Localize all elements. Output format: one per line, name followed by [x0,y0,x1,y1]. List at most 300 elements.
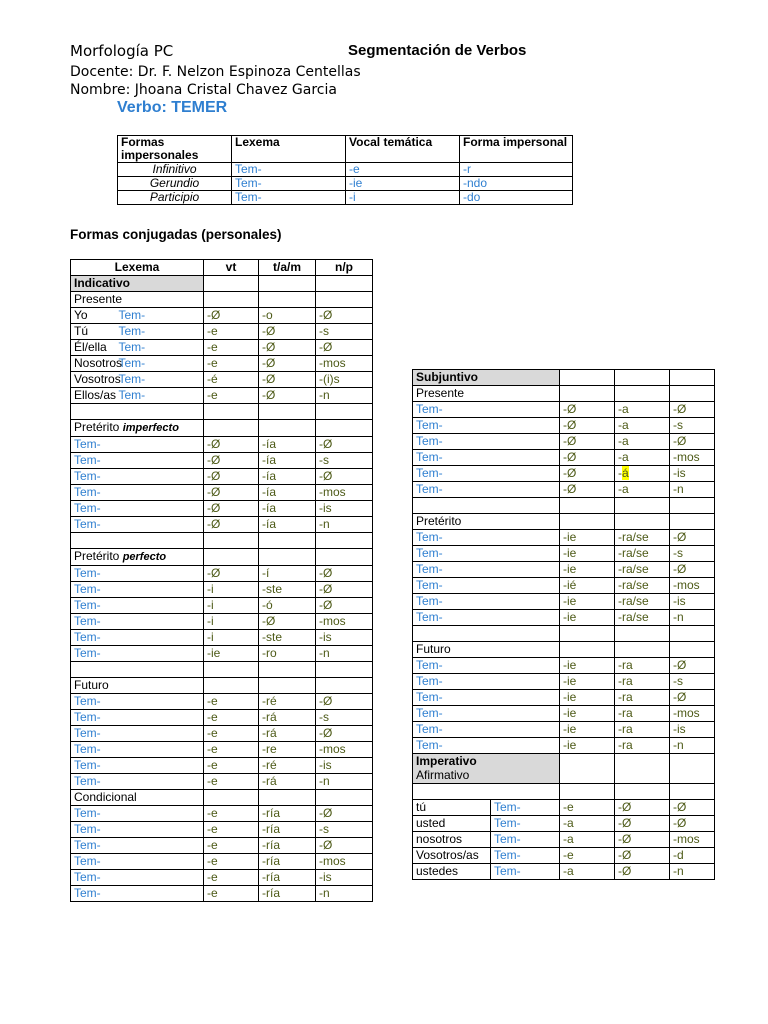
tam-cell: -ro [259,646,316,662]
empty-cell [204,533,259,549]
lexeme-cell: Tem- [491,800,560,816]
np-cell: -mos [316,614,373,630]
empty-cell [204,404,259,420]
table-row [71,742,373,758]
table-row [71,630,373,646]
lexeme-cell: Tem- [71,838,204,854]
table-row [71,646,373,662]
table-row [71,453,373,469]
lexeme-cell: Tem- [491,816,560,832]
np-cell: -Ø [670,816,715,832]
table-row [71,292,373,308]
table-row [71,854,373,870]
table-row [71,758,373,774]
table-row [413,848,715,864]
impersonal-forms-table [117,135,573,205]
empty-cell [670,386,715,402]
lexeme-cell: Tem- [413,450,560,466]
table-row [71,662,373,678]
column-header: vt [204,260,259,276]
pronoun-cell: Tú [71,324,116,340]
tam-cell: -rá [259,726,316,742]
vt-cell: -ie [560,722,615,738]
vt-cell: -e [204,694,259,710]
np-cell: -n [670,482,715,498]
vt-cell: -ie [560,658,615,674]
pronoun-cell: Vosotros/as [413,848,491,864]
vt-cell: -Ø [204,469,259,485]
table-row [413,642,715,658]
lexeme-cell: Tem- [71,742,204,758]
table-row [71,533,373,549]
highlighted-accent: á [622,466,629,480]
tense-label-aspect: perfecto [122,551,167,563]
table-row [413,722,715,738]
table-row [71,469,373,485]
tam-cell: -ría [259,854,316,870]
lexeme-cell: Tem- [232,191,346,205]
pronoun-cell: nosotros [413,832,491,848]
tam-cell: -ía [259,453,316,469]
lexeme-cell: Tem- [71,854,204,870]
np-cell: -Ø [670,402,715,418]
empty-cell [316,549,373,566]
np-cell: -is [316,758,373,774]
tense-label-main: Pretérito [74,420,123,434]
lexeme-cell: Tem- [413,562,560,578]
lexeme-cell: Tem- [71,598,204,614]
empty-cell [670,784,715,800]
empty-cell [670,370,715,386]
table-row [413,546,715,562]
vt-cell: -e [204,726,259,742]
np-cell: -mos [670,832,715,848]
vt-cell: -Ø [204,453,259,469]
np-cell: -Ø [316,694,373,710]
table-row [71,694,373,710]
np-cell: -is [316,501,373,517]
table-row [71,340,373,356]
empty-cell [316,404,373,420]
empty-cell [615,514,670,530]
table-row [71,678,373,694]
np-cell: -n [316,388,373,404]
table-row [413,466,715,482]
document-title: Segmentación de Verbos [348,42,527,59]
table-row [413,434,715,450]
empty-cell [316,678,373,694]
column-header: Lexema [232,136,346,163]
form-name: Participio [118,191,232,205]
vt-cell: -e [204,388,259,404]
tam-cell: -ra [615,690,670,706]
form-name: Gerundio [118,177,232,191]
tam-cell: -ría [259,806,316,822]
empty-cell [615,498,670,514]
empty-cell [615,754,670,784]
empty-cell [615,642,670,658]
empty-cell [259,790,316,806]
tam-cell: -Ø [615,832,670,848]
tam-cell: -Ø [615,864,670,880]
vt-cell: -Ø [204,308,259,324]
tam-cell: -Ø [259,372,316,388]
tam-cell: -ría [259,886,316,902]
student-line: Nombre: Jhoana Cristal Chavez Garcia [70,82,337,98]
vt-cell: -ie [560,530,615,546]
tam-cell: -a [615,450,670,466]
vt-cell: -e [204,758,259,774]
tense-label: Futuro [71,678,204,694]
tam-cell: -ía [259,485,316,501]
empty-cell [560,626,615,642]
np-cell: -Ø [316,340,373,356]
impersonal-suffix-cell: -r [460,163,573,177]
lexeme-cell: Tem- [413,674,560,690]
empty-cell [670,626,715,642]
tense-label: Presente [413,386,560,402]
vt-cell: -Ø [560,418,615,434]
empty-cell [316,790,373,806]
vt-cell: -a [560,832,615,848]
empty-cell [316,292,373,308]
vt-cell: -e [204,742,259,758]
np-cell: -Ø [670,562,715,578]
vt-cell: -e [204,324,259,340]
table-row [413,706,715,722]
tam-cell: -a [615,482,670,498]
empty-cell [670,642,715,658]
vt-cell: -e [560,848,615,864]
table-row [413,402,715,418]
impersonal-suffix-cell: -do [460,191,573,205]
vt-cell: -e [560,800,615,816]
lexeme-cell: Tem- [71,453,204,469]
tam-cell: -ó [259,598,316,614]
np-cell: -Ø [670,434,715,450]
np-cell: -s [316,324,373,340]
tam-cell: -ía [259,437,316,453]
vt-cell: -ie [560,674,615,690]
vt-cell: -e [204,774,259,790]
table-row [71,517,373,533]
impersonal-suffix-cell: -ndo [460,177,573,191]
table-row [413,864,715,880]
table-row [413,738,715,754]
tam-cell: -ré [259,758,316,774]
vt-cell: -Ø [204,437,259,453]
np-cell: -n [316,646,373,662]
empty-cell [615,370,670,386]
lexeme-cell: Tem- [71,517,204,533]
vowel-cell: -i [346,191,460,205]
tam-cell: -ría [259,870,316,886]
mood-label: Indicativo [71,276,204,292]
table-row [71,838,373,854]
tam-cell: -ra/se [615,546,670,562]
empty-cell [204,292,259,308]
vt-cell: -ie [204,646,259,662]
table-row [413,450,715,466]
table-row [413,816,715,832]
lexeme-cell: Tem- [71,501,204,517]
tense-label: Condicional [71,790,204,806]
empty-cell [259,404,316,420]
table-row [413,482,715,498]
lexeme-cell: Tem- [413,434,560,450]
table-row [71,806,373,822]
empty-cell [413,498,560,514]
lexeme-cell: Tem- [116,308,204,324]
np-cell: -n [316,886,373,902]
vt-cell: -Ø [204,517,259,533]
pronoun-cell: ustedes [413,864,491,880]
form-name: Infinitivo [118,163,232,177]
table-row [413,800,715,816]
table-row [71,260,373,276]
empty-cell [316,662,373,678]
empty-cell [204,678,259,694]
tam-cell: -ría [259,822,316,838]
empty-cell [259,292,316,308]
empty-cell [670,754,715,784]
tam-cell: -Ø [615,800,670,816]
np-cell: -Ø [316,806,373,822]
pronoun-cell: tú [413,800,491,816]
vt-cell: -ie [560,706,615,722]
tam-cell: -ía [259,517,316,533]
tam-cell: -rá [259,774,316,790]
empty-cell [560,784,615,800]
lexeme-cell: Tem- [491,832,560,848]
tam-cell: -ste [259,630,316,646]
vt-cell: -e [204,356,259,372]
vt-cell: -i [204,582,259,598]
pronoun-cell: Vosotros [71,372,116,388]
lexeme-cell: Tem- [71,485,204,501]
tam-cell: -ra/se [615,610,670,626]
vt-cell: -Ø [560,434,615,450]
lexeme-cell: Tem- [71,870,204,886]
empty-cell [71,662,204,678]
tam-cell [615,466,670,482]
tam-cell: -ra [615,658,670,674]
tam-cell: -ré [259,694,316,710]
table-row [413,386,715,402]
np-cell: -Ø [316,566,373,582]
np-cell: -mos [670,450,715,466]
lexeme-cell: Tem- [413,482,560,498]
lexeme-cell: Tem- [413,658,560,674]
vt-cell: -a [560,816,615,832]
tam-cell: -re [259,742,316,758]
table-row [71,774,373,790]
pronoun-cell: Nosotros [71,356,116,372]
table-row [413,658,715,674]
table-row [413,754,715,784]
tense-label: Pretérito [413,514,560,530]
lexeme-cell: Tem- [413,722,560,738]
np-cell: -Ø [316,437,373,453]
lexeme-cell: Tem- [71,630,204,646]
empty-cell [316,533,373,549]
np-cell: -is [670,722,715,738]
course-name: Morfología PC [70,42,174,60]
table-row [71,566,373,582]
lexeme-cell: Tem- [413,402,560,418]
vt-cell: -é [204,372,259,388]
np-cell: -Ø [316,308,373,324]
tam-cell: -o [259,308,316,324]
table-row [118,191,573,205]
empty-cell [71,533,204,549]
tam-cell: -a [615,418,670,434]
table-row [71,388,373,404]
tam-cell: -ra [615,722,670,738]
np-cell: -s [670,418,715,434]
indicative-table [70,259,373,902]
tam-cell: -Ø [259,324,316,340]
column-header: n/p [316,260,373,276]
empty-cell [560,642,615,658]
np-cell: -Ø [316,469,373,485]
empty-cell [204,790,259,806]
vt-cell: -ie [560,690,615,706]
vowel-cell: -ie [346,177,460,191]
lexeme-cell: Tem- [413,706,560,722]
empty-cell [413,626,560,642]
lexeme-cell: Tem- [71,582,204,598]
vt-cell: -i [204,630,259,646]
np-cell: -s [670,546,715,562]
table-row [71,710,373,726]
tam-cell: -Ø [259,388,316,404]
table-row [71,276,373,292]
table-row [71,404,373,420]
lexeme-cell: Tem- [71,726,204,742]
np-cell: -s [316,710,373,726]
lexeme-cell: Tem- [413,418,560,434]
table-row [413,610,715,626]
lexeme-cell: Tem- [71,822,204,838]
tam-cell: -rá [259,710,316,726]
table-row [71,324,373,340]
vt-cell: -ie [560,594,615,610]
vt-cell: -Ø [204,566,259,582]
np-cell: -is [670,466,715,482]
table-row [71,886,373,902]
lexeme-cell: Tem- [71,469,204,485]
vt-cell: -e [204,838,259,854]
column-header: Formas impersonales [118,136,232,163]
empty-cell [615,784,670,800]
np-cell: -is [316,870,373,886]
vt-cell: -e [204,822,259,838]
table-row [71,356,373,372]
empty-cell [670,514,715,530]
lexeme-cell: Tem- [491,864,560,880]
table-row [413,626,715,642]
tam-cell: -ra/se [615,530,670,546]
empty-cell [316,420,373,437]
table-row [71,598,373,614]
lexeme-cell: Tem- [71,646,204,662]
empty-cell [615,626,670,642]
table-row [71,870,373,886]
empty-cell [560,386,615,402]
lexeme-cell: Tem- [413,610,560,626]
empty-cell [413,784,560,800]
table-row [71,308,373,324]
vowel-cell: -e [346,163,460,177]
vt-cell: -a [560,864,615,880]
tam-cell: -a [615,402,670,418]
empty-cell [71,404,204,420]
column-header: Lexema [71,260,204,276]
vt-cell: -i [204,614,259,630]
table-row [413,674,715,690]
vt-cell: -Ø [560,482,615,498]
empty-cell [259,662,316,678]
table-row [118,163,573,177]
lexeme-cell: Tem- [71,806,204,822]
vt-cell: -ie [560,562,615,578]
np-cell: -Ø [670,530,715,546]
lexeme-cell: Tem- [71,886,204,902]
pronoun-cell: usted [413,816,491,832]
vt-cell: -Ø [560,466,615,482]
vt-cell: -e [204,806,259,822]
table-row [118,177,573,191]
lexeme-cell: Tem- [232,177,346,191]
vt-cell: -e [204,340,259,356]
np-cell: -n [670,738,715,754]
table-row [413,370,715,386]
np-cell: -is [316,630,373,646]
empty-cell [670,498,715,514]
tam-cell: -Ø [615,848,670,864]
pronoun-cell: Ellos/as [71,388,116,404]
table-row [71,372,373,388]
np-cell: -n [316,774,373,790]
np-cell: -Ø [670,800,715,816]
lexeme-cell: Tem- [71,566,204,582]
lexeme-cell: Tem- [71,758,204,774]
lexeme-cell: Tem- [232,163,346,177]
lexeme-cell: Tem- [116,388,204,404]
empty-cell [259,533,316,549]
np-cell: -mos [316,854,373,870]
tam-cell: -ra [615,674,670,690]
tam-cell: -Ø [259,340,316,356]
empty-cell [204,276,259,292]
table-row [71,420,373,437]
vt-cell: -i [204,598,259,614]
tam-prefix: - [618,466,622,480]
tense-label-aspect: imperfecto [122,422,179,434]
lexeme-cell: Tem- [71,774,204,790]
table-row [413,594,715,610]
imperative-subtitle: Afirmativo [416,768,470,782]
pronoun-cell: Yo [71,308,116,324]
lexeme-cell: Tem- [413,594,560,610]
np-cell: -n [316,517,373,533]
tense-label [71,420,204,437]
tam-cell: -ra/se [615,578,670,594]
table-row [413,784,715,800]
table-row [413,562,715,578]
np-cell: -s [316,822,373,838]
